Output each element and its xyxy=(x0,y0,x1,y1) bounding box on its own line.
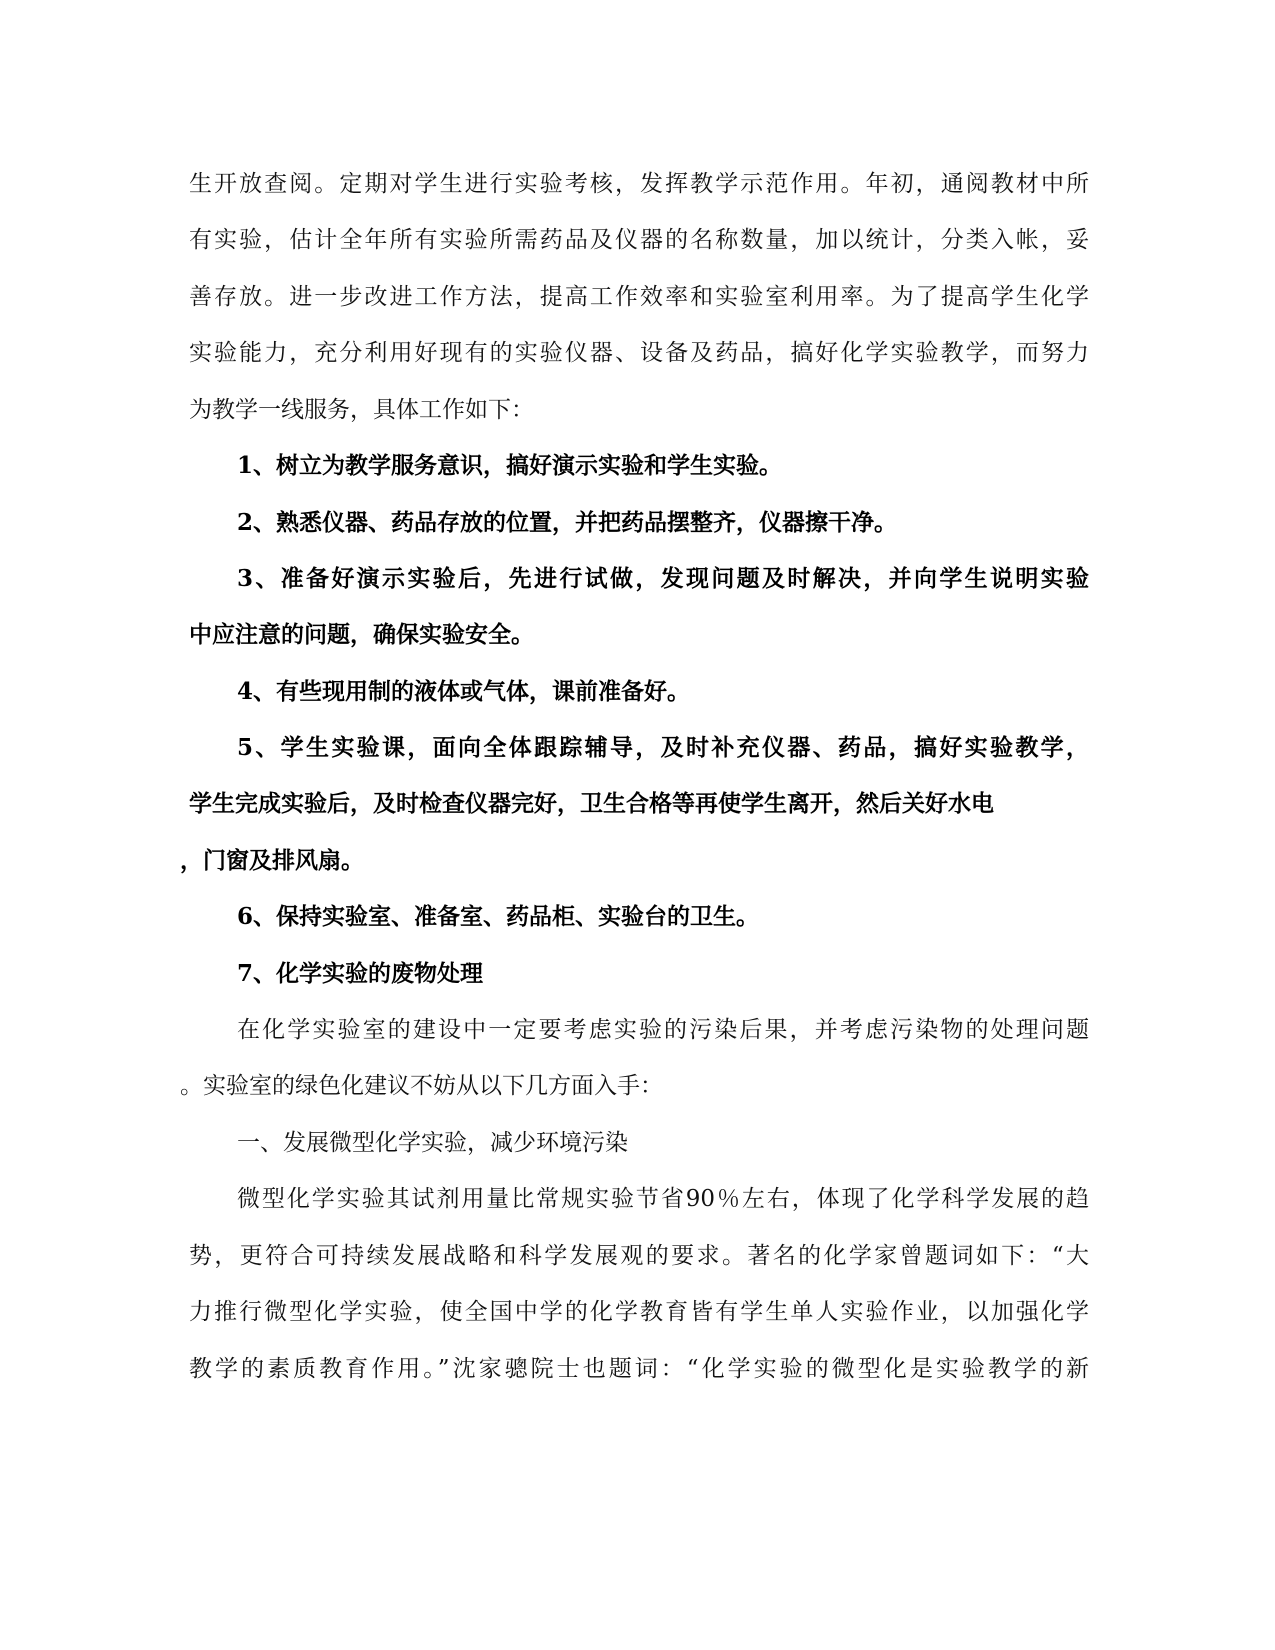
paragraph-line: 。实验室的绿色化建议不妨从以下几方面入手： xyxy=(180,1073,663,1099)
section-heading: 一、发展微型化学实验，减少环境污染 xyxy=(237,1130,628,1156)
list-item-6: 6、保持实验室、准备室、药品柜、实验台的卫生。 xyxy=(237,903,760,930)
list-item-3-cont: 中应注意的问题，确保实验安全。 xyxy=(189,621,534,648)
list-item-3: 3、准备好演示实验后，先进行试做，发现问题及时解决，并向学生说明实验 xyxy=(237,565,1089,592)
list-item-5-cont: ，门窗及排风扇。 xyxy=(180,847,364,874)
paragraph-line: 势，更符合可持续发展战略和科学发展观的要求。著名的化学家曾题词如下：“大 xyxy=(189,1243,1089,1269)
list-item-1: 1、树立为教学服务意识，搞好演示实验和学生实验。 xyxy=(237,452,783,479)
paragraph-line: 生开放查阅。定期对学生进行实验考核，发挥教学示范作用。年初，通阅教材中所 xyxy=(189,171,1089,197)
list-item-7: 7、化学实验的废物处理 xyxy=(237,960,484,987)
paragraph-line: 在化学实验室的建设中一定要考虑实验的污染后果，并考虑污染物的处理问题 xyxy=(237,1017,1089,1043)
paragraph-line: 有实验，估计全年所有实验所需药品及仪器的名称数量，加以统计，分类入帐，妥 xyxy=(189,227,1089,253)
paragraph-line: 教学的素质教育作用。”沈家骢院士也题词：“化学实验的微型化是实验教学的新 xyxy=(189,1356,1089,1382)
list-item-5: 5、学生实验课，面向全体跟踪辅导，及时补充仪器、药品，搞好实验教学， xyxy=(237,734,1089,761)
paragraph-line: 善存放。进一步改进工作方法，提高工作效率和实验室利用率。为了提高学生化学 xyxy=(189,284,1089,310)
list-item-5-cont: 学生完成实验后，及时检查仪器完好，卫生合格等再使学生离开，然后关好水电 xyxy=(189,790,994,817)
list-item-2: 2、熟悉仪器、药品存放的位置，并把药品摆整齐，仪器擦干净。 xyxy=(237,509,898,536)
paragraph-line: 力推行微型化学实验，使全国中学的化学教育皆有学生单人实验作业，以加强化学 xyxy=(189,1299,1089,1325)
paragraph-line: 实验能力，充分利用好现有的实验仪器、设备及药品，搞好化学实验教学，而努力 xyxy=(189,340,1089,366)
paragraph-line: 微型化学实验其试剂用量比常规实验节省90％左右，体现了化学科学发展的趋 xyxy=(237,1186,1089,1212)
list-item-4: 4、有些现用制的液体或气体，课前准备好。 xyxy=(237,678,691,705)
paragraph-line: 为教学一线服务，具体工作如下： xyxy=(189,397,534,423)
